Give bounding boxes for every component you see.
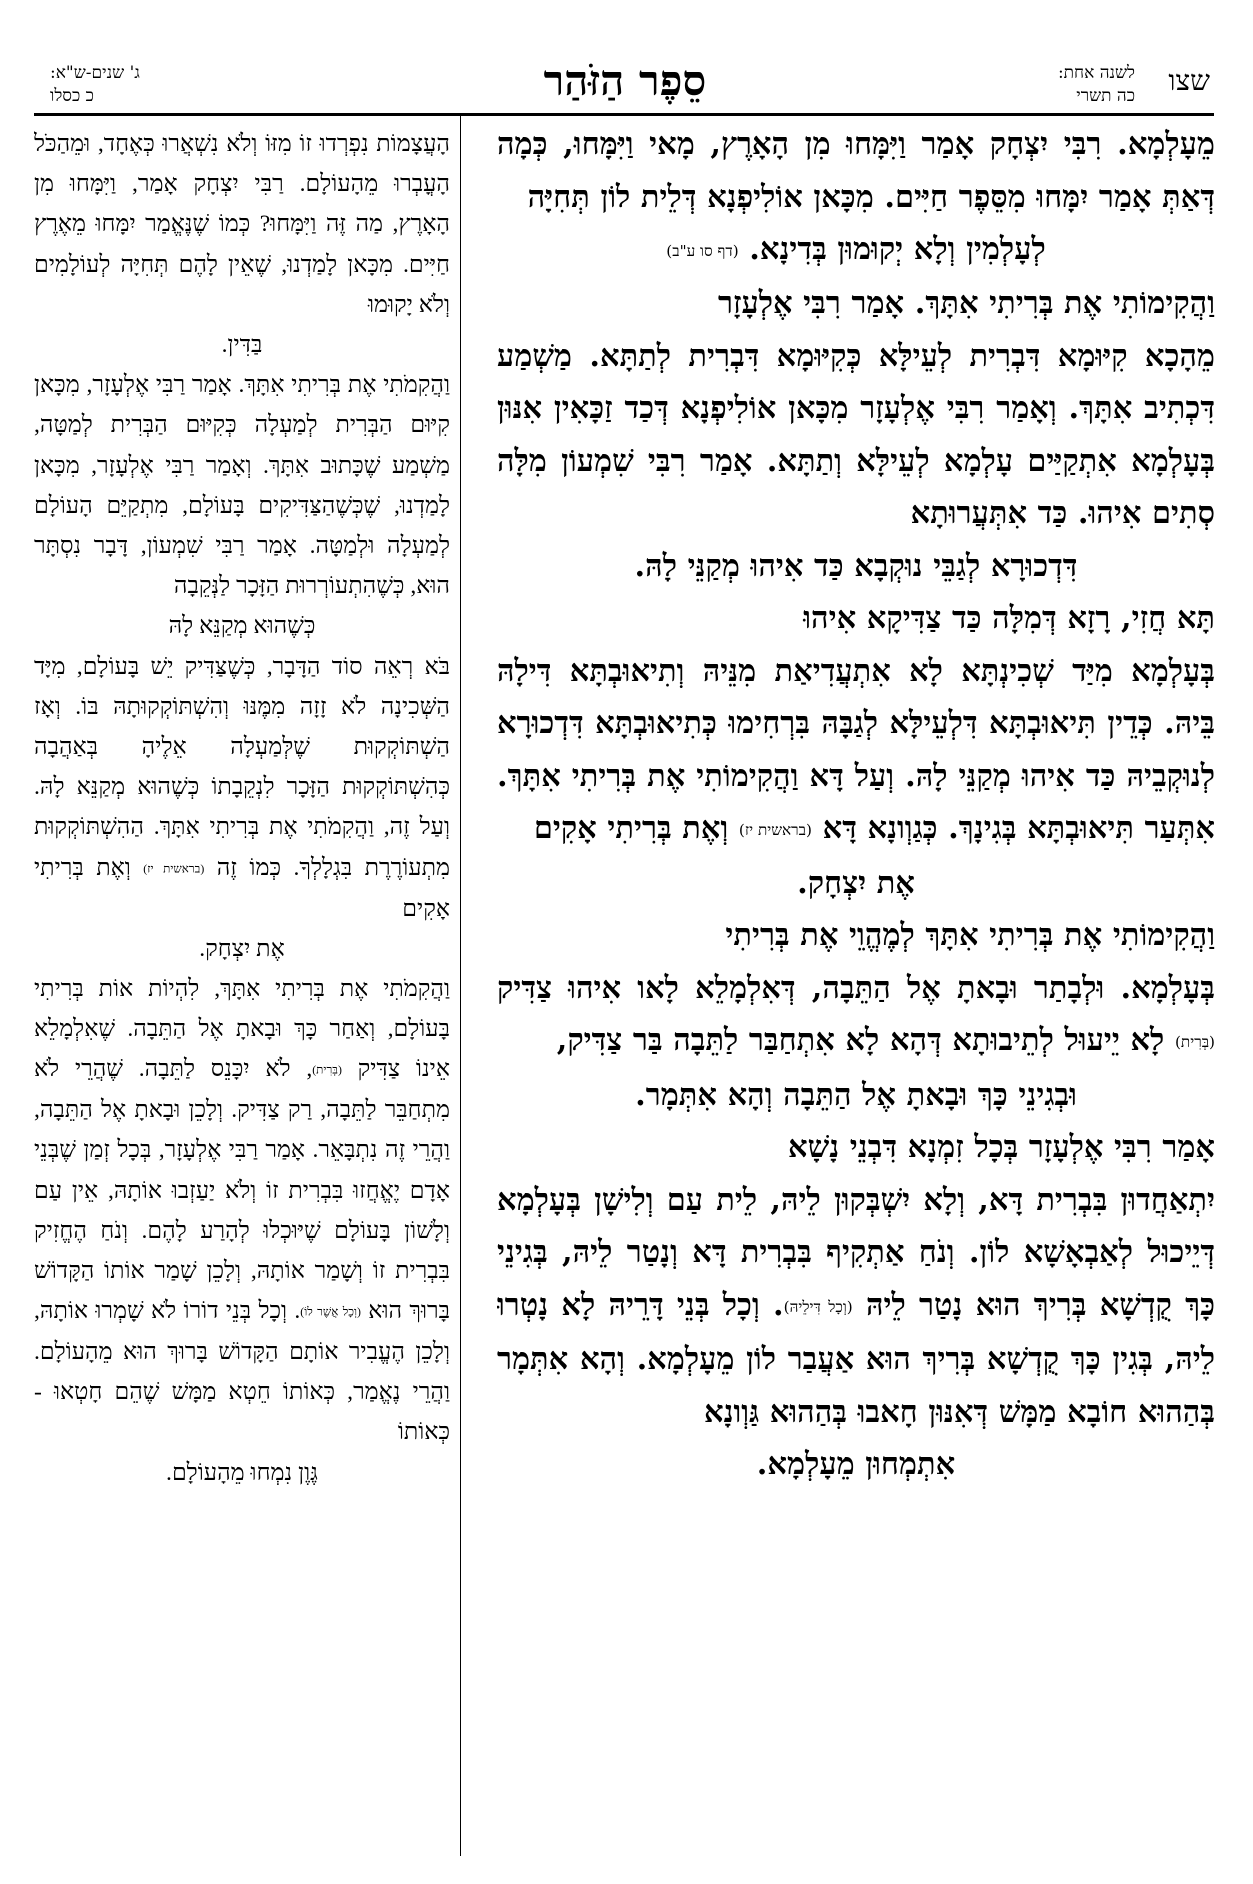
schedule-label: לשנה אחת: [1057,63,1135,83]
paragraph: וַהֲקִימוֹתִי אֶת בְּרִיתִי אִתָּךְ לְמֶהֱוֵי אֶת בְּרִיתִי [725,917,1215,954]
paragraph: הָעֲצָמוֹת נִפְרְדוּ זוֹ מִזּוֹ וְלֹא נִשְׁאֲרוּ כְּאֶחָד, וּמֵהַכֹּל הָעֳבְרוּ מֵהָעוֹלָם. רַבִּי יִצְחָק אָמַר, וַיִּמָּחוּ מִן הָאָרֶץ, מַה זֶּה וַיִּמָּחוּ? כְּמוֹ שֶׁנֶּאֱמַר יִמָּחוּ מֵאֶרֶץ חַיִּים. מִכָּאן לָמַדְנוּ, שֶׁאֵין לָהֶם תְּחִיָּה לְעוֹלָמִים וְלֹא יָקוּמוּ [34,131,450,318]
aramaic-column [497,118,1215,1848]
paragraph: תָּא חֲזִי, רָזָא דְּמִלָּה כַּד צַדִּיקָא אִיהוּ [803,600,1215,637]
folio-number: שצו [1168,64,1210,97]
paragraph-end: אִתְמְחוּן מֵעָלְמָא. [756,1446,956,1483]
paragraph-end: אֶת יִצְחָק. [199,935,285,962]
paragraph: וַהֲקִמֹתִי אֶת בְּרִיתִי אִתָּךְ, לִהְיוֹת אוֹת בְּרִיתִי בָּעוֹלָם, וְאַחַר כָּךְ וּבָאתָ אֶל הַתֵּבָה. שֶׁאִלְמָלֵא אֵינוֹ צַדִּיק (בְּרִית), לֹא יִכָּנֵס לַתֵּבָה. שֶׁהֲרֵי לֹא מִתְחַבֵּר לַתֵּבָה, רַק צַדִּיק. וְלָכֵן וּבָאתָ אֶל הַתֵּבָה, וַהֲרֵי זֶה נִתְבָּאֵר. אָמַר רַבִּי אֶלְעָזָר, בְּכָל זְמַן שֶׁבְּנֵי אָדָם יֶאֱחֲזוּ בִּבְרִית זוֹ וְלֹא יַעַזְבוּ אוֹתָהּ, אֵין עַם וְלָשׁוֹן בָּעוֹלָם שֶׁיּוּכְלוּ לְהָרַע לָהֶם. וְנֹחַ הֶחֱזִיק בִּבְרִית זוֹ וְשָׁמַר אוֹתָהּ, וְלָכֵן שָׁמַר אוֹתוֹ הַקָּדוֹשׁ בָּרוּךְ הוּא (וְכָל אֲשֶׁר לוֹ). וְכָל בְּנֵי דוֹרוֹ לֹא שָׁמְרוּ אוֹתָהּ, וְלָכֵן הֶעֱבִיר אוֹתָם הַקָּדוֹשׁ בָּרוּךְ הוּא מֵהָעוֹלָם. וַהֲרֵי נֶאֱמַר, כְּאוֹתוֹ חֵטְא מַמָּשׁ שֶׁהֵם חָטְאוּ - כְּאוֹתוֹ [34,975,450,1446]
page-reference: (דף סו ע"ב) [666,241,739,260]
book-title: סֵפֶר הַזֹּהַר [543,56,707,105]
textual-variant: (בְּרִית) [312,1062,342,1077]
page-header [40,56,1210,114]
paragraph: בְּעָלְמָא. וּלְבָתַר וּבָאתָ אֶל הַתֵּבָה, דְּאִלְמָלֵא לָאו אִיהוּ צַדִּיק (בְּרִית) לָא יֵיעוּל לְתֵיבוּתָא דְּהָא לָא אִתְחַבַּר לַתֵּבָה בַּר צַדִּיק, [497,969,1215,1059]
paragraph-end: דִּדְכוּרָא לְגַבֵּי נוּקְבָא כַּד אִיהוּ מְקַנֵּי לָהּ. [634,547,1078,584]
paragraph: וַהֲקִימוֹתִי אֶת בְּרִיתִי אִתָּךְ. אָמַר רִבִּי אֶלְעָזָר [717,285,1215,322]
schedule-date: כה תשרי [1076,86,1135,106]
textual-variant: (וְכָל אֲשֶׁר לוֹ) [300,1304,361,1319]
paragraph-end: כְּשֶׁהוּא מְקַנֵּא לָהּ [168,613,316,640]
hebrew-translation-column [34,124,450,1854]
column-divider [460,116,461,1856]
paragraph-end: לְעָלְמִין וְלָא יְקוּמוּן בְּדִינָא. (דף סו ע"ב) [666,231,1046,267]
paragraph-end: גֶּוֶן נִמְחוּ מֵהָעוֹלָם. [166,1459,318,1486]
schedule-label: ג' שנים-ש"א: [50,63,140,83]
textual-variant: (וְכָל דִּילֵיהּ) [783,1297,853,1316]
paragraph-end: בַּדִּין. [221,332,263,359]
study-schedule-three-years [50,62,140,108]
schedule-date: כ כסלו [50,86,94,106]
paragraph: וַהֲקִמֹתִי אֶת בְּרִיתִי אִתָּךְ. אָמַר רַבִּי אֶלְעָזָר, מִכָּאן קִיּוּם הַבְּרִית לְמַעְלָה כְּקִיּוּם הַבְּרִית לְמַטָּה, מַשְׁמַע שֶׁכָּתוּב אִתָּךְ. וְאָמַר רַבִּי אֶלְעָזָר, מִכָּאן לָמַדְנוּ, שֶׁכְּשֶׁהַצַּדִּיקִים בָּעוֹלָם, מִתְקַיֵּם הָעוֹלָם לְמַעְלָה וּלְמַטָּה. אָמַר רַבִּי שִׁמְעוֹן, דָּבָר נִסְתָּר הוּא, כְּשֶׁהִתְעוֹרְרוּת הַזָּכָר לַנְּקֵבָה [34,372,450,600]
paragraph-end: אֶת יִצְחָק. [797,864,915,901]
paragraph: בְּעָלְמָא מִיַּד שְׁכִינְתָּא לָא אִתְעֲדִיאַת מִנֵּיהּ וְתִיאוּבְתָּא דִּילָהּ בֵּיהּ. כְּדֵין תִּיאוּבְתָּא דִּלְעֵילָּא לְגַבָּהּ בִּרְחִימוּ כְּתִיאוּבְתָּא דִּדְכוּרָא לְנוּקְבֵיהּ כַּד אִיהוּ מְקַנֵּי לָהּ. וְעַל דָּא וַהֲקִימוֹתִי אֶת בְּרִיתִי אִתָּךְ. אִתְּעַר תִּיאוּבְתָּא בְּגִינָךְ. כְּגַוְונָא דָּא (בראשית יז) וְאֶת בְּרִיתִי אָקִים [497,652,1215,847]
header-rule [34,113,1214,116]
paragraph: יִתְאַחֲדוּן בִּבְרִית דָּא, וְלָא יִשְׁבְּקוּן לֵיהּ, לֵית עַם וְלִישָׁן בְּעָלְמָא דְּיֵיכוּל לְאַבְאָשָׁא לוֹן. וְנֹחַ אַתְקִיף בִּבְרִית דָּא וְנָטַר לֵיהּ, בְּגִינֵי כָּךְ קֻדְשָׁא בְּרִיךְ הוּא נָטַר לֵיהּ (וְכָל דִּילֵיהּ). וְכָל בְּנֵי דָּרֵיהּ לָא נָטְרוּ לֵיהּ, בְּגִין כָּךְ קֻדְשָׁא בְּרִיךְ הוּא אַעֲבַר לוֹן מֵעָלְמָא. וְהָא אִתְּמָר בְּהַהוּא חוֹבָא מַמָּשׁ דְּאִנּוּן חָאבוּ בְּהַהוּא גַּוְונָא [497,1181,1215,1430]
verse-reference: (בראשית יז) [738,821,812,840]
paragraph: בֹּא רְאֵה סוֹד הַדָּבָר, כְּשֶׁצַּדִּיק יֵשׁ בָּעוֹלָם, מִיָּד הַשְּׁכִינָה לֹא זָזָה מִמֶּנּוּ וְהִשְׁתּוֹקְקוּתָהּ בּוֹ. וְאָז הַשְׁתּוֹקְקוּת שֶׁלְּמַעְלָה אֵלֶיהָ בְּאַהֲבָה כְּהִשְׁתּוֹקְקוּת הַזָּכָר לִנְקֵבָתוֹ כְּשֶׁהוּא מְקַנֵּא לָהּ. וְעַל זֶה, וַהֲקִמֹתִי אֶת בְּרִיתִי אִתָּךְ. הַהִשְׁתּוֹקְקוּת מִתְעוֹרֶרֶת בִּגְלָלְךָ. כְּמוֹ זֶה (בראשית יז) וְאֶת בְּרִיתִי אָקִים [34,653,450,922]
paragraph: מֵעָלְמָא. רִבִּי יִצְחָק אָמַר וַיִּמָּחוּ מִן הָאָרֶץ, מָאי וַיִּמָּחוּ, כְּמָה דְּאַתְּ אָמַר יִמָּחוּ מִסֵּפֶר חַיִּים. מִכָּאן אוֹלִיפְנָא דְּלֵית לוֹן תְּחִיָּה [497,126,1215,215]
paragraph-end: וּבְגִינֵי כָּךְ וּבָאתָ אֶל הַתֵּבָה וְהָא אִתְּמָר. [635,1076,1077,1113]
textual-variant: (בְּרִית) [1174,1033,1215,1052]
verse-reference: (בראשית יז) [143,861,205,876]
paragraph: אָמַר רִבִּי אֶלְעָזָר בְּכָל זִמְנָא דִּבְנֵי נָשָׁא [788,1129,1215,1166]
paragraph: מֵהָכָא קִיּוּמָא דִּבְרִית לְעֵילָּא כְּקִיּוּמָא דִּבְרִית לְתַתָּא. מַשְׁמַע דִּכְתִיב אִתָּךְ. וְאָמַר רִבִּי אֶלְעָזָר מִכָּאן אוֹלִיפְנָא דְּכַד זַכָּאִין אִנּוּן בְּעָלְמָא אִתְקַיַּים עָלְמָא לְעֵילָּא וְתַתָּא. אָמַר רִבִּי שִׁמְעוֹן מִלָּה סְתִים אִיהוּ. כַּד אִתְּעֲרוּתָא [497,337,1215,532]
